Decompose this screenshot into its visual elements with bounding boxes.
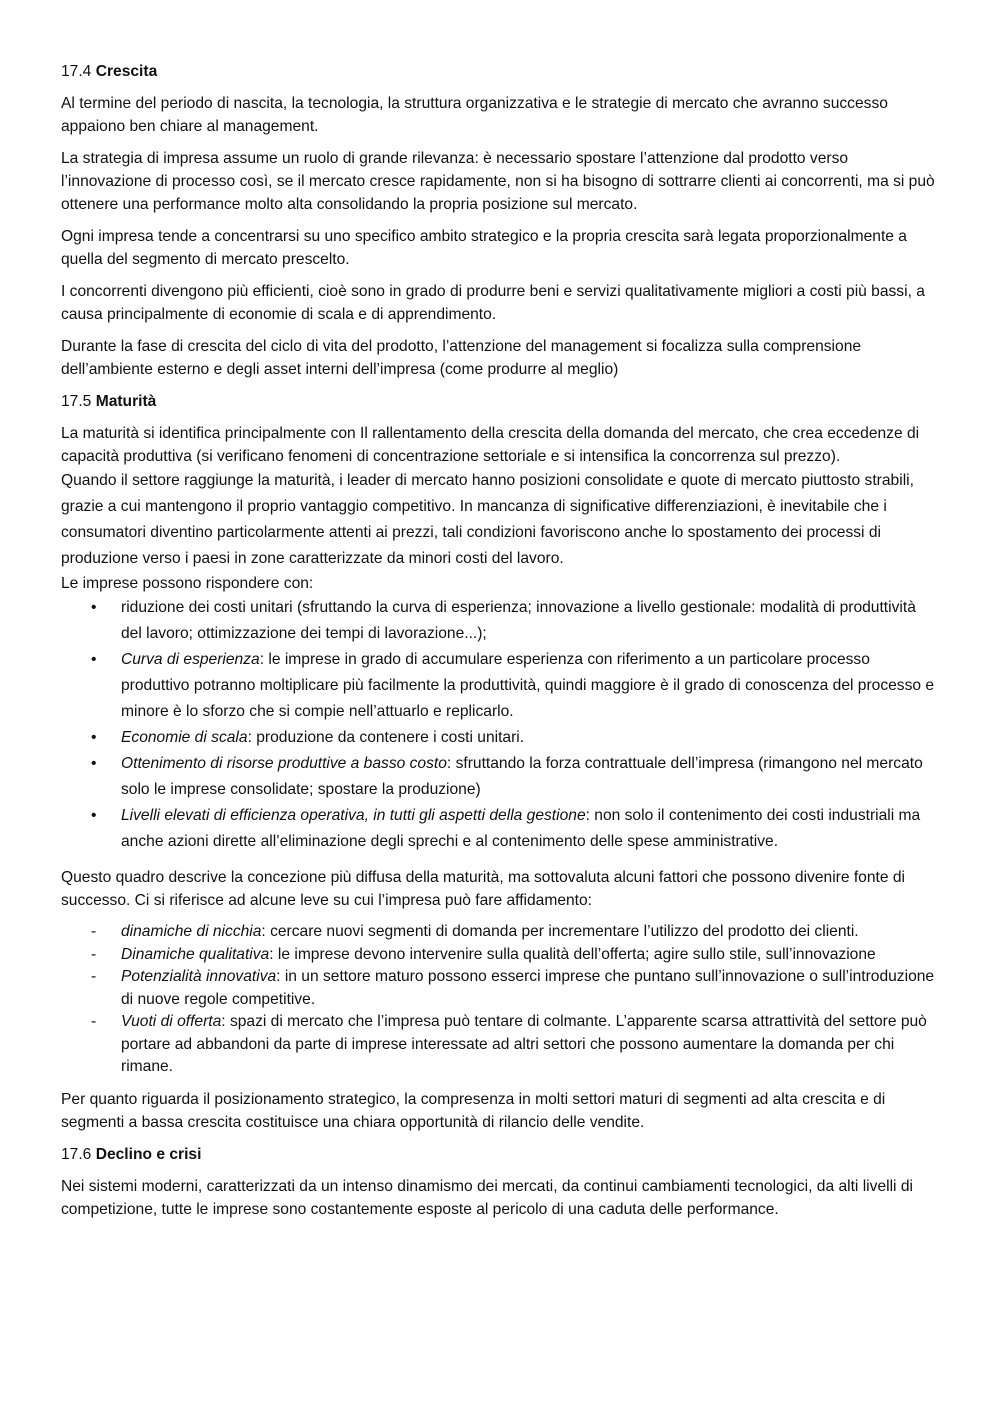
section-number: 17.5 <box>61 393 92 410</box>
list-item <box>61 921 938 944</box>
list-item-term: Potenzialità innovativa <box>121 968 277 985</box>
list-item <box>61 647 938 725</box>
bullet-mark: • <box>91 807 97 824</box>
bullet-mark: • <box>91 755 97 772</box>
dash-mark: - <box>91 968 97 985</box>
section-heading-maturita <box>61 390 938 413</box>
list-item <box>61 803 938 855</box>
paragraph: La maturità si identifica principalmente con Il rallentamento della crescita della domanda del mercato, che crea eccedenze di capacità produttiva (si verificano fenomeni di concentrazione settoriale e si intensifica la concorrenza sul prezzo). <box>61 425 920 465</box>
paragraph: Per quanto riguarda il posizionamento strategico, la compresenza in molti settori maturi di segmenti ad alta crescita e di segmenti a bassa crescita costituisce una chiara opportunità di rilancio delle vendite. <box>61 1090 886 1131</box>
list-item-text: : produzione da contenere i costi unitari. <box>247 729 525 746</box>
list-item-term: Ottenimento di risorse produttive a basso costo <box>121 755 447 772</box>
dash-mark: - <box>91 945 97 963</box>
list-item-text: : cercare nuovi segmenti di domanda per incrementare l’utilizzo del prodotto dei clienti. <box>261 923 859 940</box>
list-item-text: : spazi di mercato che l’impresa può tentare di colmante. L’apparente scarsa attrattività del settore può portare ad abbandoni da parte di imprese interessate ad altri settori che possono aumentare la domanda per chi rimane. <box>121 1013 927 1075</box>
list-item-term: Curva di esperienza <box>121 651 260 668</box>
section-title: Maturità <box>95 393 157 410</box>
list-item-text: : in un settore maturo possono esserci imprese che puntano sull’innovazione o sull’introduzione di nuove regole competitive. <box>121 968 935 1008</box>
list-item-term: Vuoti di offerta <box>121 1013 222 1030</box>
paragraph: La strategia di impresa assume un ruolo di grande rilevanza: è necessario spostare l’attenzione dal prodotto verso l’innovazione di processo così, se il mercato cresce rapidamente, non si ha bisogno di sottrarre clienti ai concorrenti, ma si può ottenere una performance molto alta consolidando la propria posizione sul mercato. <box>61 150 935 213</box>
dash-list <box>61 921 938 1079</box>
list-item-text: : sfruttando la forza contrattuale dell’impresa (rimangono nel mercato solo le imprese consolidate; spostare la produzione) <box>121 755 923 798</box>
section-heading-crescita <box>61 60 938 83</box>
dash-mark: - <box>91 1013 97 1030</box>
list-item-text: riduzione dei costi unitari (sfruttando la curva di esperienza; innovazione a livello gestionale: modalità di produttività del lavoro; ottimizzazione dei tempi di lavorazione...); <box>121 599 916 642</box>
section-title: Declino e crisi <box>95 1145 202 1163</box>
paragraph: Questo quadro descrive la concezione più diffusa della maturità, ma sottovaluta alcuni fattori che possono divenire fonte di successo. Ci si riferisce ad alcune leve su cui l’impresa può fare affidamento: <box>61 869 906 909</box>
bullet-mark: • <box>91 729 97 746</box>
bullet-mark: • <box>91 651 97 668</box>
paragraph: Nei sistemi moderni, caratterizzati da un intenso dinamismo dei mercati, da continui cambiamenti tecnologici, da alti livelli di competizione, tutte le imprese sono costantemente esposte al pericolo di una caduta delle performance. <box>61 1177 913 1218</box>
section-heading-declino <box>61 1143 938 1166</box>
section-number: 17.4 <box>61 63 92 80</box>
paragraph: Le imprese possono rispondere con: <box>61 575 314 592</box>
paragraph: Quando il settore raggiunge la maturità, i leader di mercato hanno posizioni consolidate e quote di mercato piuttosto strabili, grazie a cui mantengono il proprio vantaggio competitivo. In mancanza di significative differenziazioni, è inevitabile che i consumatori diventino particolarmente attenti ai prezzi, tali condizioni favoriscono anche lo spostamento dei processi di produzione verso i paesi in zone caratterizzate da minori costi del lavoro. <box>61 472 914 567</box>
list-item-text: : le imprese devono intervenire sulla qualità dell’offerta; agire sullo stile, sull’innovazione <box>269 945 876 963</box>
paragraph: Al termine del periodo di nascita, la tecnologia, la struttura organizzativa e le strategie di mercato che avranno successo appaiono ben chiare al management. <box>61 95 888 135</box>
section-title: Crescita <box>95 63 158 80</box>
paragraph: Ogni impresa tende a concentrarsi su uno specifico ambito strategico e la propria crescita sarà legata proporzionalmente a quella del segmento di mercato prescelto. <box>61 228 907 268</box>
list-item <box>61 944 938 967</box>
list-item-text: : le imprese in grado di accumulare esperienza con riferimento a un particolare processo produttivo potranno moltiplicare più facilmente la produttività, quindi maggiore è il grado di conoscenza del processo e minore è lo sforzo che si compie nell’attuarlo e replicarlo. <box>121 651 935 720</box>
bullet-mark: • <box>91 599 97 616</box>
list-item-term: Livelli elevati di efficienza operativa, in tutti gli aspetti della gestione <box>121 807 586 824</box>
list-item <box>61 1011 938 1079</box>
list-item <box>61 966 938 1011</box>
paragraph: I concorrenti divengono più efficienti, cioè sono in grado di produrre beni e servizi qualitativamente migliori a costi più bassi, a causa principalmente di economie di scala e di apprendimento. <box>61 283 925 323</box>
list-item-term: dinamiche di nicchia <box>121 923 262 940</box>
paragraph: Durante la fase di crescita del ciclo di vita del prodotto, l’attenzione del management si focalizza sulla comprensione dell’ambiente esterno e degli asset interni dell’impresa (come produrre al meglio) <box>61 338 862 378</box>
list-item <box>61 725 938 751</box>
bullet-list <box>61 595 938 855</box>
dash-mark: - <box>91 923 97 940</box>
list-item-text: : non solo il contenimento dei costi industriali ma anche azioni dirette all’eliminazione degli sprechi e al contenimento delle spese amministrative. <box>121 807 921 850</box>
section-number: 17.6 <box>61 1145 92 1163</box>
list-item-term: Economie di scala <box>121 729 248 746</box>
list-item <box>61 751 938 803</box>
list-item <box>61 595 938 647</box>
list-item-term: Dinamiche qualitativa <box>121 945 270 963</box>
